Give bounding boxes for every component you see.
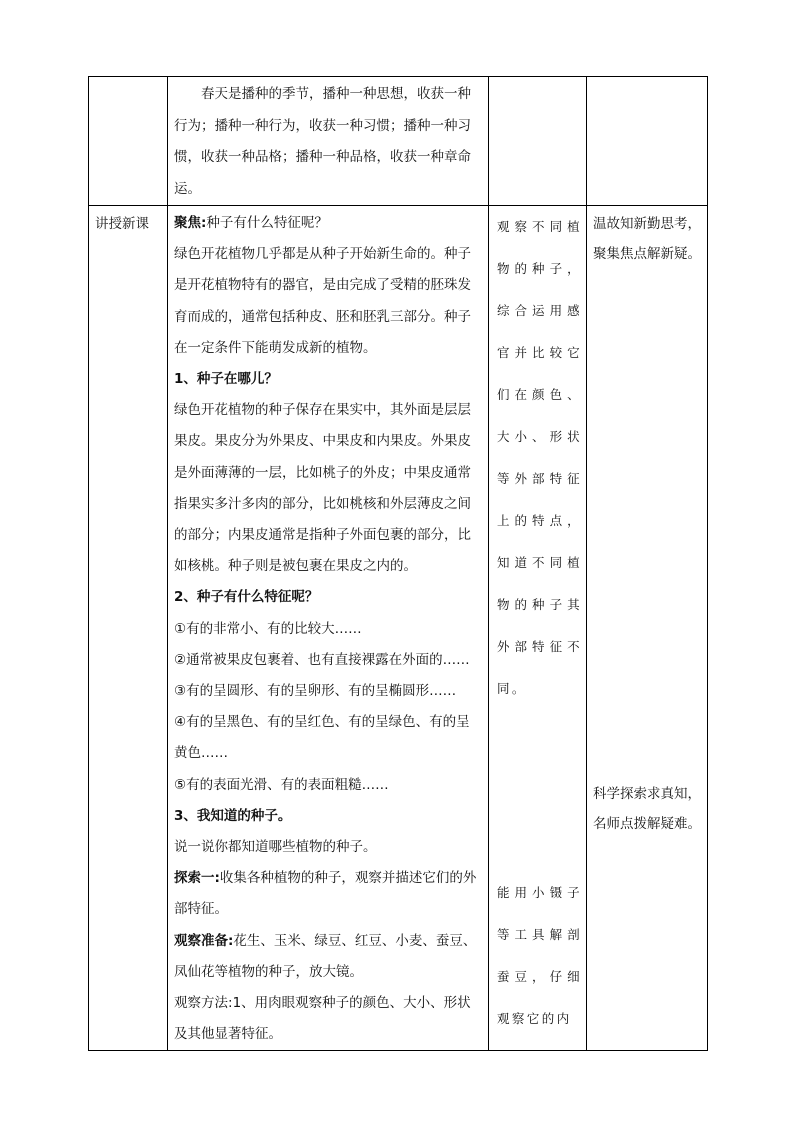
section-label-cell — [89, 206, 168, 1051]
spring-quote: 春天是播种的季节，播种一种思想，收获一种行为；播种一种行为，收获一种习惯；播种一种习惯，收获一种品格；播种一种品格，收获一种章命运。 — [174, 86, 471, 197]
design-note-cell — [587, 206, 708, 1051]
focus-label: 聚焦: — [174, 215, 207, 231]
method-text: 1、用肉眼观察种子的颜色、大小、形状及其他显著特征。 — [174, 995, 471, 1043]
student-activity-cell — [489, 206, 587, 1051]
section-label: 讲授新课 — [95, 216, 149, 232]
empty-cell — [587, 77, 708, 206]
paragraph-seed-location: 绿色开花植物的种子保存在果实中，其外面是层层果皮。果皮分为外果皮、中果皮和内果皮。外果皮是外面薄薄的一层，比如桃子的外皮；中果皮通常指果实多汁多肉的部分，比如桃核和外层薄皮之间的部分；内果皮通常是指种子外面包裹的部分，比如核桃。种子则是被包裹在果皮之内的。 — [174, 402, 471, 575]
feature-item: ①有的非常小、有的比较大…… — [174, 620, 362, 637]
empty-cell — [489, 77, 587, 206]
focus-question: 种子有什么特征呢？ — [206, 215, 328, 231]
lesson-plan-table — [88, 76, 708, 1051]
teaching-content-cell — [168, 206, 489, 1051]
table-row — [89, 206, 708, 1051]
feature-item: ③有的呈圆形、有的呈卵形、有的呈椭圆形…… — [174, 683, 457, 700]
feature-item: ⑤有的表面光滑、有的表面粗糙…… — [174, 776, 389, 793]
design-note-explore: 科学探索求真知，名师点拨解疑难。 — [593, 786, 701, 832]
prep-label: 观察准备: — [174, 932, 234, 949]
heading-known-seeds: 3、我知道的种子。 — [174, 807, 292, 824]
prep-text: 花生、玉米、绿豆、红豆、小麦、蚕豆、凤仙花等植物的种子，放大镜。 — [174, 932, 477, 980]
design-note-review: 温故知新勤思考，聚集焦点解新疑。 — [593, 216, 701, 262]
discussion-prompt: 说一说你都知道哪些植物的种子。 — [174, 839, 377, 856]
table-row — [89, 77, 708, 206]
explore-text: 收集各种植物的种子，观察并描述它们的外部特征。 — [174, 870, 477, 918]
activity-goal-observe: 观察不同植物的种子，综合运用感官并比较它们在颜色、大小、形状等外部特征上的特点，知道不同植物的种子其外部特征不同。 — [497, 219, 582, 696]
intro-cell — [168, 77, 489, 206]
activity-goal-dissect: 能用小镊子等工具解剖蚕豆，仔细观察它的内 — [497, 885, 582, 1026]
method-label: 观察方法: — [174, 995, 233, 1012]
explore-label: 探索一: — [174, 870, 220, 887]
feature-item: ②通常被果皮包裹着、也有直接裸露在外面的…… — [174, 651, 470, 668]
heading-seed-features: 2、种子有什么特征呢？ — [174, 589, 319, 606]
heading-seed-location: 1、种子在哪儿？ — [174, 371, 278, 388]
intro-paragraph: 绿色开花植物几乎都是从种子开始新生命的。种子是开花植物特有的器官，是由完成了受精的胚珠发育而成的，通常包括种皮、胚和胚乳三部分。种子在一定条件下能萌发成新的植物。 — [174, 246, 471, 356]
empty-cell — [89, 77, 168, 206]
feature-item: ④有的呈黑色、有的呈红色、有的呈绿色、有的呈黄色…… — [174, 714, 470, 762]
